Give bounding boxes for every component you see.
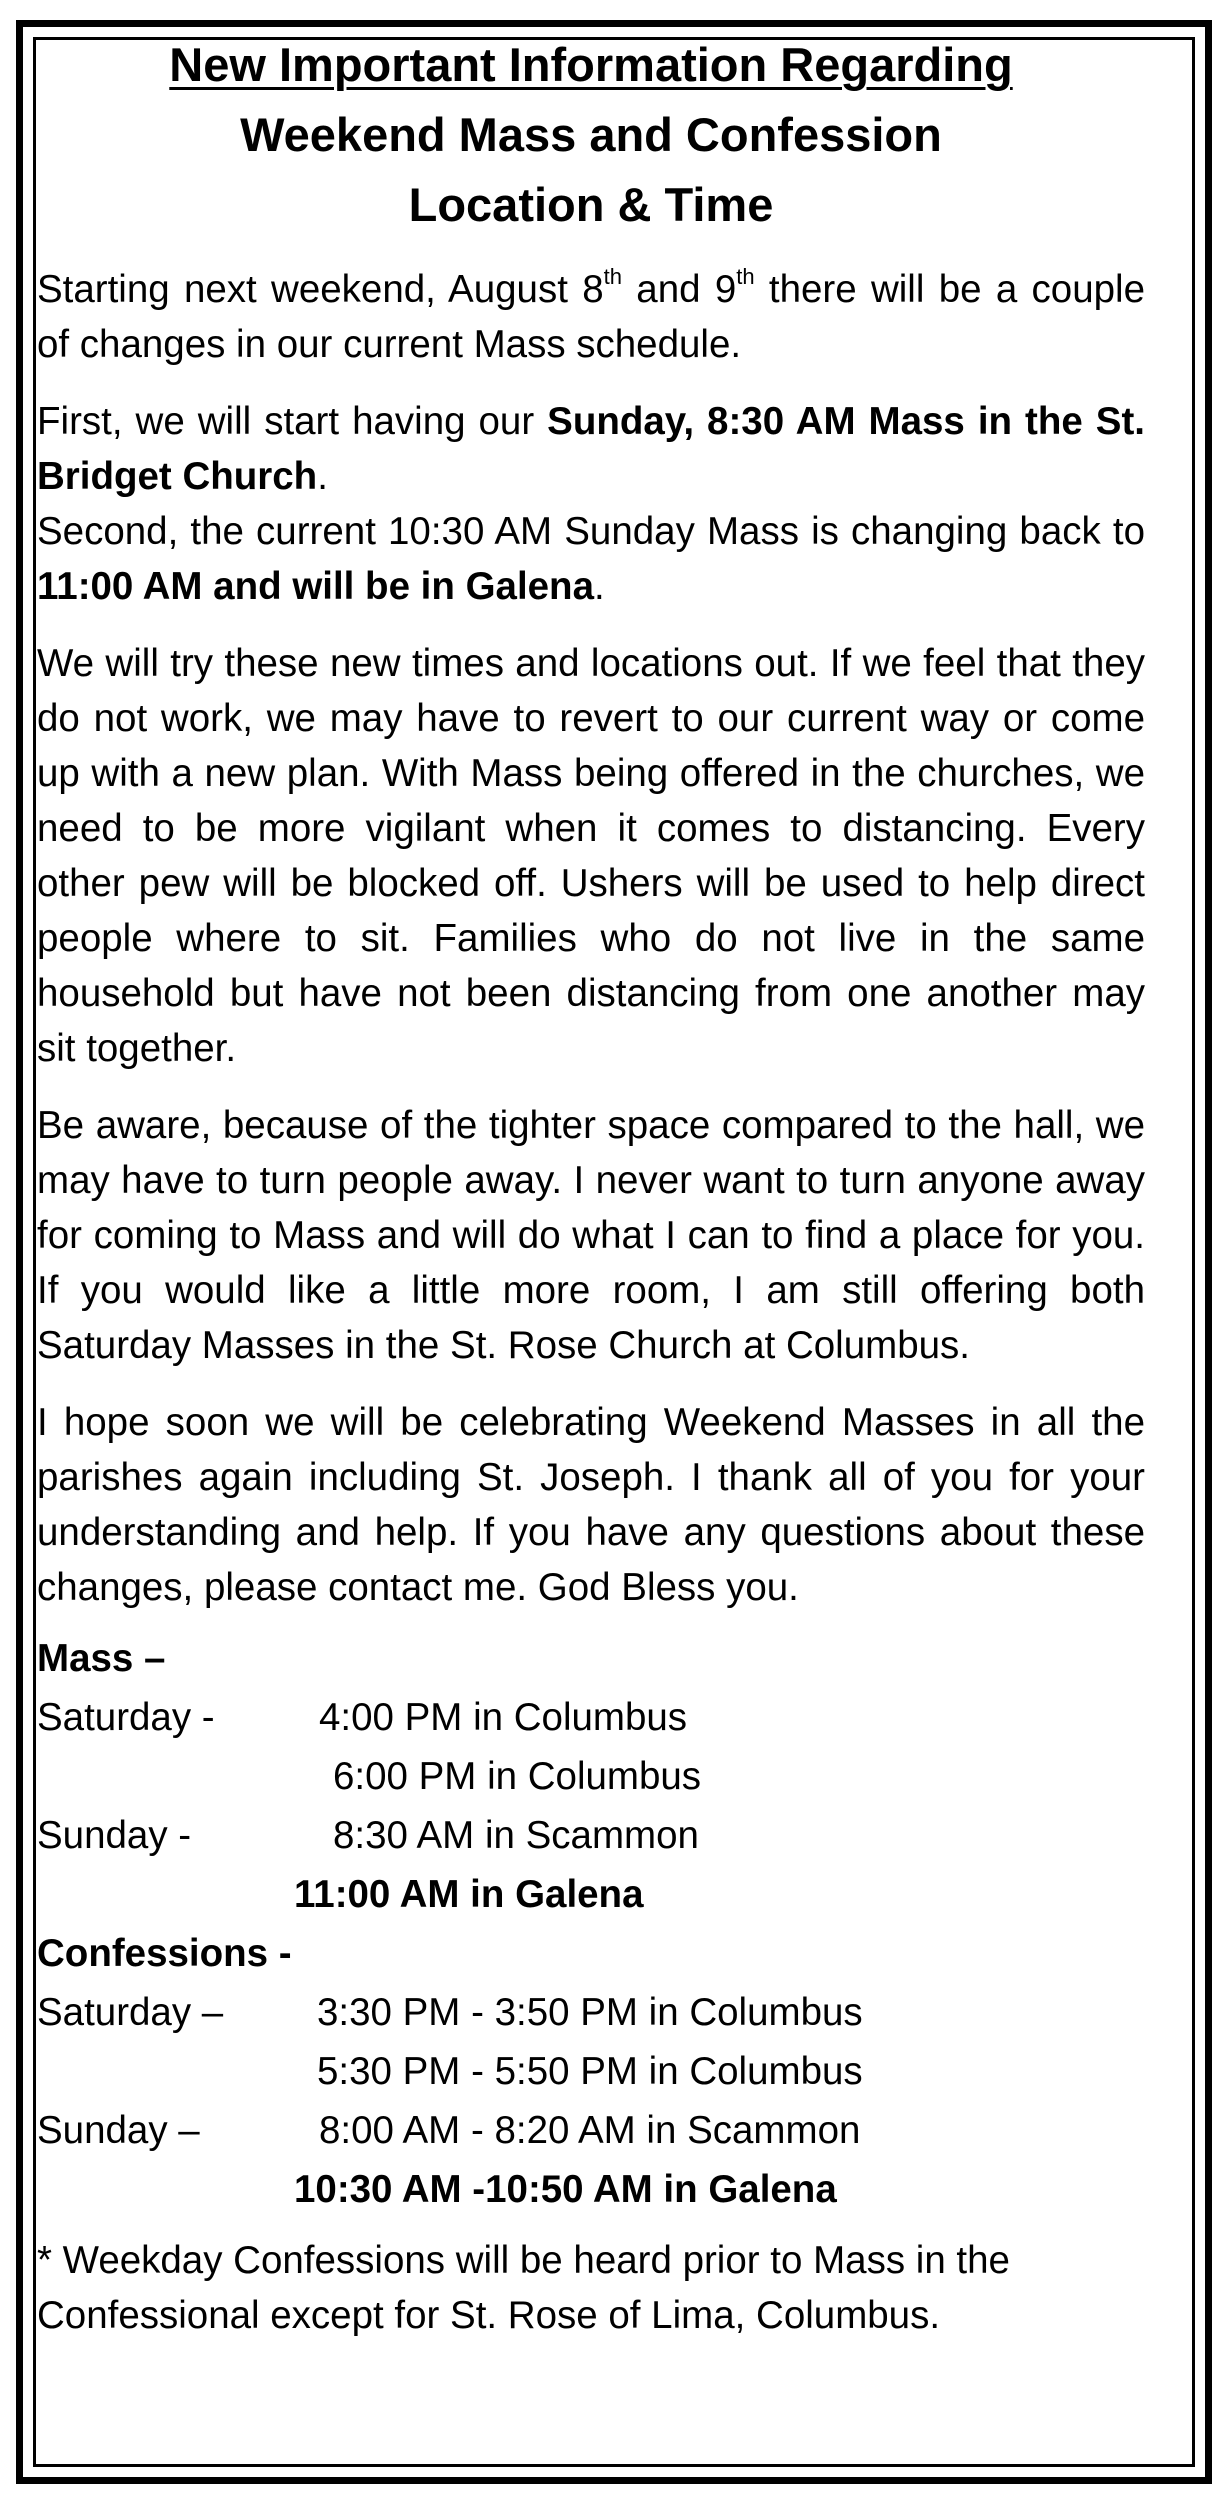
hope-paragraph: I hope soon we will be celebrating Weekend Masses in all the parishes again including St. Joseph. I thank all of you for your understanding and help. If you have any questions about these changes, please contact me. God Bless you. [37, 1401, 1145, 1609]
intro-text-1: Starting next weekend, August 8 [37, 268, 604, 311]
title-line-1: New Important Information Regarding [169, 38, 1013, 91]
first-change-paragraph [37, 394, 1145, 504]
confession-row-time: 10:30 AM -10:50 AM in Galena [294, 2168, 837, 2211]
confessions-heading-text: Confessions - [37, 1932, 292, 1975]
confession-row [37, 2042, 1145, 2101]
second-change-bold: 11:00 AM and will be in Galena [37, 565, 594, 608]
title-line-2: Weekend Mass and Confession [240, 108, 942, 161]
confession-row [37, 2160, 1145, 2219]
mass-row [37, 1688, 1145, 1747]
mass-heading-text: Mass – [37, 1637, 166, 1680]
confession-row-time: 5:30 PM - 5:50 PM in Columbus [317, 2050, 863, 2093]
intro-superscript-2: th [736, 264, 755, 290]
mass-heading [37, 1629, 1145, 1688]
mass-row-time: 6:00 PM in Columbus [333, 1755, 702, 1798]
intro-paragraph [37, 262, 1145, 372]
confession-row-time: 8:00 AM - 8:20 AM in Scammon [319, 2109, 861, 2152]
page-title [37, 30, 1145, 240]
intro-superscript-1: th [603, 264, 622, 290]
mass-row [37, 1747, 1145, 1806]
intro-text-2: and 9 [621, 268, 737, 311]
first-change-text: First, we will start having our [37, 400, 548, 443]
mass-row-day: Sunday - [37, 1814, 192, 1857]
bulletin-content [37, 30, 1145, 2343]
confession-row-day: Saturday – [37, 1991, 224, 2034]
confession-row [37, 1983, 1145, 2042]
confession-row-time: 3:30 PM - 3:50 PM in Columbus [317, 1991, 863, 2034]
mass-row-time: 4:00 PM in Columbus [319, 1696, 688, 1739]
mass-row [37, 1865, 1145, 1924]
first-change-end: . [317, 455, 328, 498]
aware-paragraph: Be aware, because of the tighter space compared to the hall, we may have to turn people away. I never want to turn anyone away for coming to Mass and will do what I can to find a place for you. If you would like a little more room, I am still offering both Saturday Masses in the St. Rose Church at Columbus. [37, 1104, 1145, 1367]
confessions-heading [37, 1924, 1145, 1983]
second-change-text: Second, the current 10:30 AM Sunday Mass is changing back to [37, 510, 1145, 553]
first-change-bold: Sunday, 8:30 AM Mass in the St. Bridget Church [37, 400, 1145, 498]
second-change-end: . [594, 565, 605, 608]
mass-row-time: 8:30 AM in Scammon [333, 1814, 699, 1857]
mass-row-day: Saturday - [37, 1696, 215, 1739]
confession-row [37, 2101, 1145, 2160]
intro-text-3: there will be a couple of changes in our current Mass schedule. [37, 268, 1145, 366]
title-line-3: Location & Time [408, 178, 774, 231]
trial-paragraph: We will try these new times and locations out. If we feel that they do not work, we may have to revert to our current way or come up with a new plan. With Mass being offered in the churches, we need to be more vigilant when it comes to distancing. Every other pew will be blocked off. Ushers will be used to help direct people where to sit. Families who do not live in the same household but have not been distancing from one another may sit together. [37, 642, 1145, 1070]
footnote: * Weekday Confessions will be heard prior to Mass in the Confessional except for St. Rose of Lima, Columbus. [37, 2239, 1010, 2337]
second-change-paragraph [37, 504, 1145, 614]
mass-row-time: 11:00 AM in Galena [294, 1873, 644, 1916]
mass-row [37, 1806, 1145, 1865]
confession-row-day: Sunday – [37, 2109, 200, 2152]
